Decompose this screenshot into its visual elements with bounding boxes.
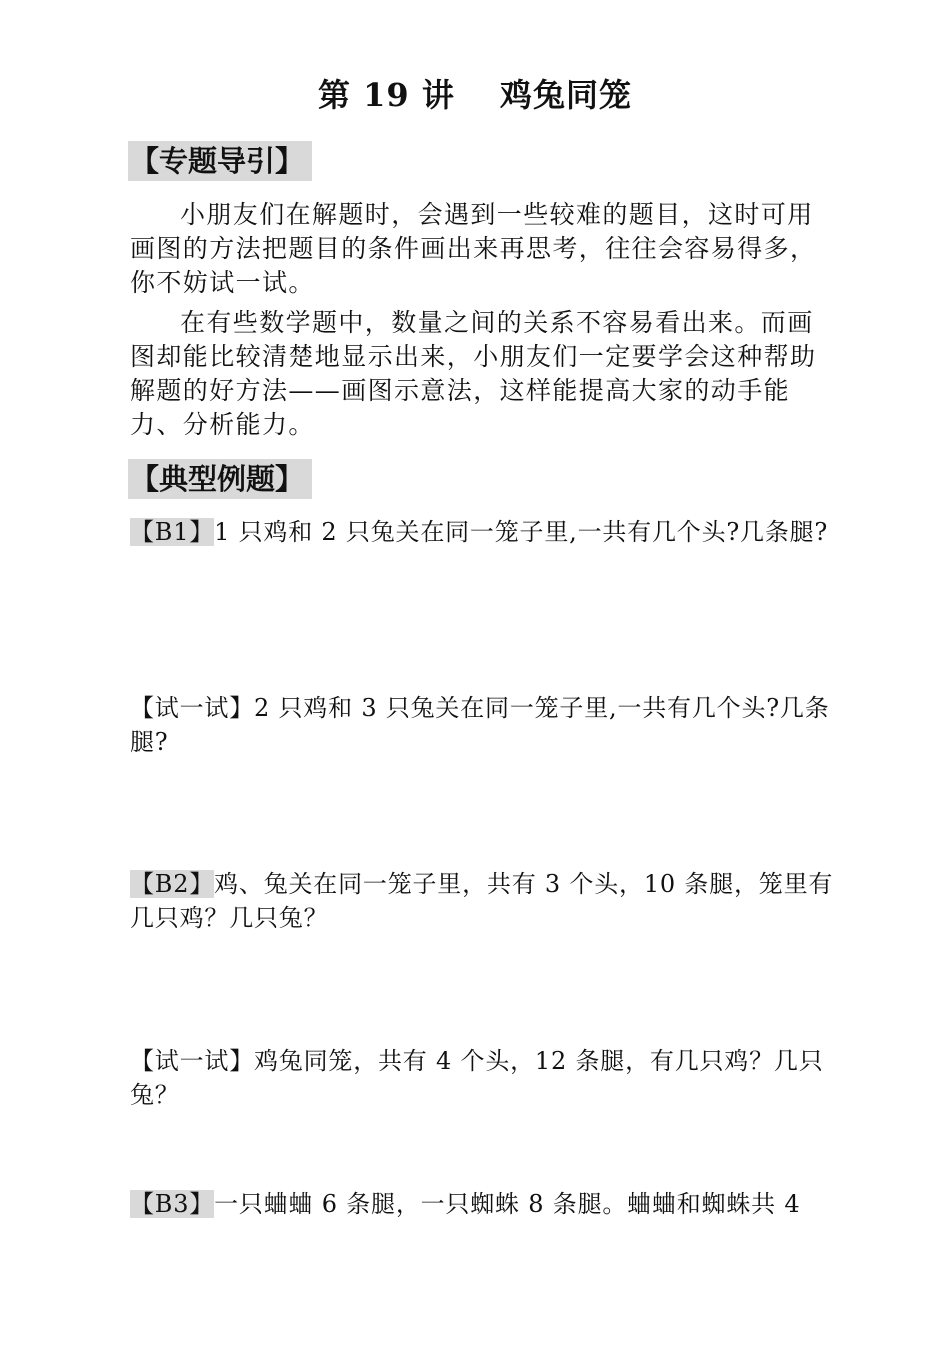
problem-b1 [130, 515, 835, 549]
problem-tag: 【B1】 [130, 518, 215, 546]
section-header-intro: 【专题导引】 [128, 141, 312, 181]
problem-b2 [130, 867, 835, 935]
problem-try-2 [130, 1044, 835, 1112]
page-title: 第 19 讲 鸡兔同笼 [318, 76, 632, 114]
problem-text: 2 只鸡和 3 只兔关在同一笼子里,一共有几个头?几条腿? [130, 694, 830, 756]
problem-text: 鸡、兔关在同一笼子里，共有 3 个头，10 条腿，笼里有几只鸡？几只兔？ [130, 870, 834, 932]
intro-paragraph-2: 在有些数学题中，数量之间的关系不容易看出来。而画图却能比较清楚地显示出来，小朋友们一定要学会这种帮助解题的好方法——画图示意法，这样能提高大家的动手能力、分析能力。 [130, 308, 817, 439]
problem-tag: 【B2】 [130, 870, 215, 898]
problem-tag: 【试一试】 [130, 694, 254, 722]
problem-b3 [130, 1187, 835, 1221]
problem-tag: 【试一试】 [130, 1047, 254, 1075]
problem-text: 鸡兔同笼，共有 4 个头，12 条腿，有几只鸡？几只兔？ [130, 1047, 824, 1109]
problem-try-1 [130, 691, 835, 759]
problem-text: 一只蛐蛐 6 条腿，一只蜘蛛 8 条腿。蛐蛐和蜘蛛共 4 [214, 1190, 801, 1218]
section-header-examples: 【典型例题】 [128, 459, 312, 499]
intro-paragraph-1: 小朋友们在解题时，会遇到一些较难的题目，这时可用画图的方法把题目的条件画出来再思考，往往会容易得多，你不妨试一试。 [130, 200, 817, 297]
problem-text: 1 只鸡和 2 只兔关在同一笼子里,一共有几个头?几条腿? [214, 518, 829, 546]
problem-tag: 【B3】 [130, 1190, 215, 1218]
